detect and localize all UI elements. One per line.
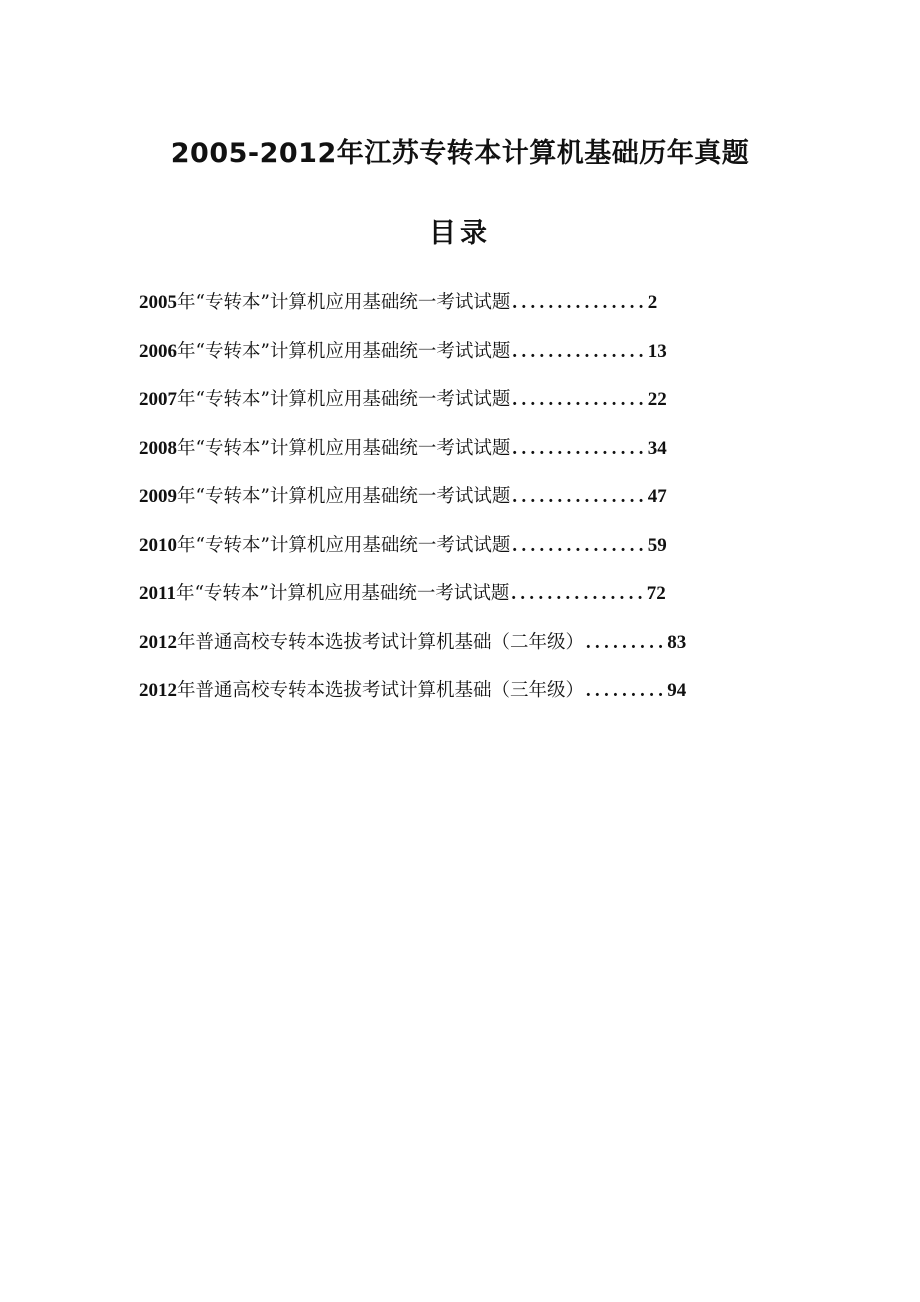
toc-entry[interactable] — [139, 674, 799, 723]
toc-entry-year: 2009 — [139, 486, 177, 507]
toc-entry-title: 年普通高校专转本选拔考试计算机基础（二年级） — [177, 631, 585, 653]
toc-entry-title: 年“专转本”计算机应用基础统一考试试题 — [175, 583, 510, 604]
toc-leader-dots: ............... — [512, 487, 648, 507]
toc-entry-title: 年“专转本”计算机应用基础统一考试试题 — [177, 486, 511, 507]
toc-entry-page: 2 — [647, 292, 658, 313]
toc-leader-dots: ......... — [586, 632, 668, 653]
toc-entry-page: 59 — [647, 534, 667, 556]
toc-entry-page: 34 — [647, 437, 667, 459]
table-of-contents — [139, 286, 799, 723]
toc-entry-page: 83 — [667, 631, 687, 653]
document-title: 2005-2012年江苏专转本计算机基础历年真题 — [170, 138, 750, 169]
toc-entry-title: 年普通高校专转本选拔考试计算机基础（三年级） — [177, 680, 585, 701]
toc-entry[interactable] — [139, 286, 799, 335]
toc-entry-year: 2006 — [139, 340, 177, 362]
toc-entry-page: 13 — [647, 340, 667, 362]
toc-entry[interactable] — [139, 577, 799, 626]
toc-entry-page: 72 — [646, 583, 666, 604]
toc-entry-page: 94 — [667, 680, 687, 701]
toc-entry-year: 2012 — [139, 631, 177, 653]
toc-entry-title: 年“专转本”计算机应用基础统一考试试题 — [177, 534, 511, 556]
toc-entry[interactable] — [139, 480, 799, 529]
toc-entry-page: 22 — [647, 389, 667, 410]
toc-leader-dots: ............... — [511, 584, 647, 604]
toc-entry-year: 2012 — [139, 680, 177, 701]
toc-leader-dots: ............... — [512, 293, 648, 313]
toc-entry-year: 2008 — [139, 437, 177, 459]
toc-entry-title: 年“专转本”计算机应用基础统一考试试题 — [177, 340, 511, 362]
toc-leader-dots: ............... — [512, 438, 648, 459]
toc-entry-title: 年“专转本”计算机应用基础统一考试试题 — [177, 292, 511, 313]
toc-entry-year: 2007 — [139, 389, 177, 410]
toc-entry-page: 47 — [647, 486, 667, 507]
toc-entry[interactable] — [139, 383, 799, 432]
toc-entry[interactable] — [139, 432, 799, 481]
toc-leader-dots: ............... — [512, 535, 648, 556]
toc-leader-dots: ......... — [586, 681, 668, 701]
toc-leader-dots: ............... — [512, 341, 648, 362]
toc-entry-year: 2011 — [139, 583, 176, 604]
toc-leader-dots: ............... — [512, 390, 648, 410]
toc-heading: 目录 — [429, 218, 491, 249]
toc-entry[interactable] — [139, 626, 799, 675]
toc-entry-year: 2010 — [139, 534, 177, 556]
toc-entry-title: 年“专转本”计算机应用基础统一考试试题 — [177, 437, 511, 459]
toc-entry-title: 年“专转本”计算机应用基础统一考试试题 — [177, 389, 511, 410]
toc-entry[interactable] — [139, 335, 799, 384]
toc-entry[interactable] — [139, 529, 799, 578]
toc-entry-year: 2005 — [139, 292, 177, 313]
